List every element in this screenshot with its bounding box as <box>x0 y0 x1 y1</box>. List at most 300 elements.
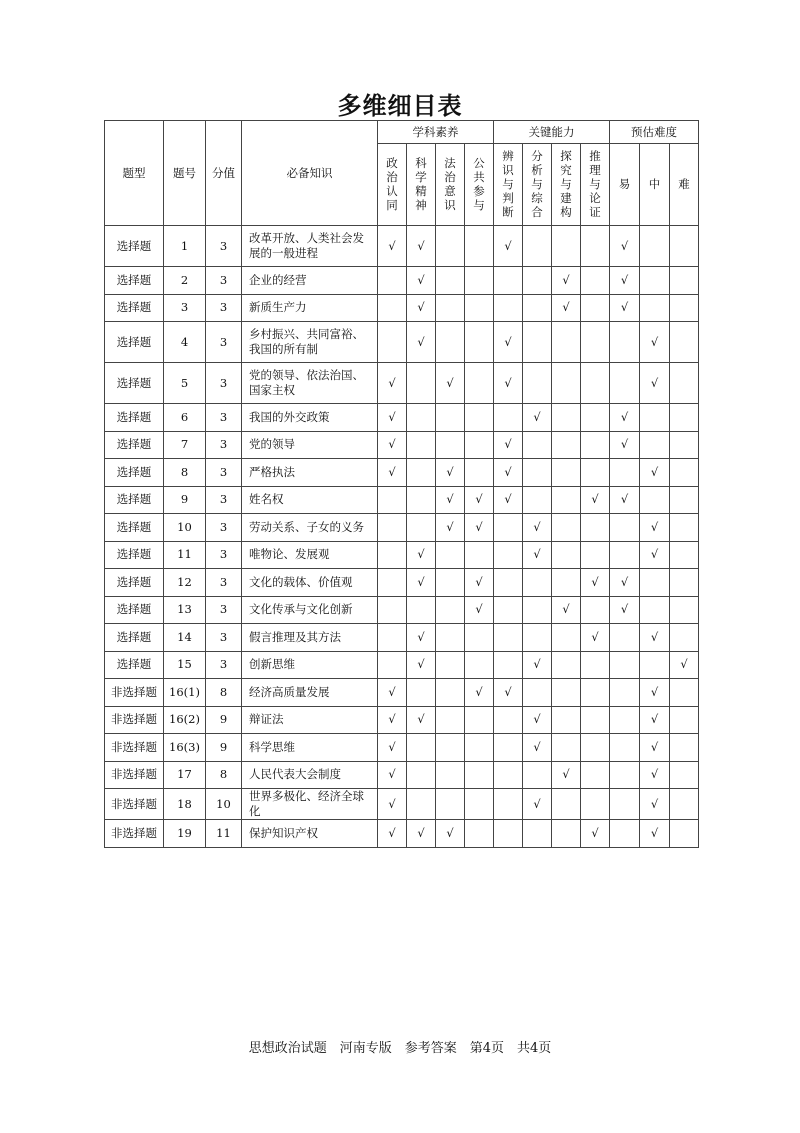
cell-check-3 <box>436 706 465 734</box>
cell-check-1 <box>378 322 407 363</box>
cell-score: 3 <box>206 322 242 363</box>
table-row <box>105 294 699 322</box>
cell-number: 16(2) <box>164 706 206 734</box>
cell-check-9 <box>610 734 640 762</box>
cell-check-8 <box>581 734 610 762</box>
cell-score: 3 <box>206 459 242 487</box>
cell-check-5 <box>494 541 523 569</box>
table-row <box>105 789 699 820</box>
cell-check-4 <box>465 226 494 267</box>
cell-score: 3 <box>206 541 242 569</box>
check-mark-icon: √ <box>475 574 483 589</box>
cell-type: 选择题 <box>105 322 164 363</box>
cell-check-10 <box>640 820 670 848</box>
cell-score: 3 <box>206 363 242 404</box>
table-row <box>105 679 699 707</box>
cell-score: 3 <box>206 404 242 432</box>
cell-knowledge: 党的领导、依法治国、国家主权 <box>242 363 378 404</box>
cell-knowledge: 唯物论、发展观 <box>242 541 378 569</box>
check-mark-icon: √ <box>562 602 570 617</box>
cell-check-10 <box>640 679 670 707</box>
specification-table <box>104 120 699 848</box>
cell-number: 17 <box>164 761 206 789</box>
cell-check-4 <box>465 322 494 363</box>
cell-type: 非选择题 <box>105 761 164 789</box>
cell-check-8 <box>581 569 610 597</box>
header-difficulty-medium: 中 <box>640 144 670 226</box>
check-mark-icon: √ <box>446 519 454 534</box>
check-mark-icon: √ <box>475 602 483 617</box>
cell-check-3 <box>436 569 465 597</box>
cell-check-6 <box>523 651 552 679</box>
cell-check-11 <box>670 541 699 569</box>
table-row <box>105 431 699 459</box>
cell-check-3 <box>436 679 465 707</box>
cell-check-2 <box>407 624 436 652</box>
cell-check-8 <box>581 226 610 267</box>
cell-check-9 <box>610 541 640 569</box>
page-footer: 思想政治试题 河南专版 参考答案 第4页 共4页 <box>248 1041 552 1056</box>
check-mark-icon: √ <box>417 300 425 315</box>
cell-number: 5 <box>164 363 206 404</box>
cell-check-9 <box>610 820 640 848</box>
check-mark-icon: √ <box>620 238 629 253</box>
cell-check-10 <box>640 651 670 679</box>
cell-check-9 <box>610 363 640 404</box>
table-row <box>105 486 699 514</box>
cell-check-5 <box>494 486 523 514</box>
header-knowledge: 必备知识 <box>242 121 378 226</box>
check-mark-icon: √ <box>475 684 483 699</box>
check-mark-icon: √ <box>446 464 454 479</box>
check-mark-icon: √ <box>475 492 483 507</box>
check-mark-icon: √ <box>650 825 659 840</box>
cell-check-7 <box>552 322 581 363</box>
cell-score: 3 <box>206 596 242 624</box>
cell-check-7 <box>552 431 581 459</box>
cell-check-5 <box>494 459 523 487</box>
page-title: 多维细目表 <box>337 92 463 120</box>
cell-check-6 <box>523 761 552 789</box>
cell-number: 12 <box>164 569 206 597</box>
cell-check-10 <box>640 761 670 789</box>
cell-check-1 <box>378 226 407 267</box>
cell-check-1 <box>378 514 407 542</box>
header-ability-2: 分析与综合 <box>523 144 552 226</box>
cell-check-10 <box>640 789 670 820</box>
cell-type: 选择题 <box>105 651 164 679</box>
check-mark-icon: √ <box>504 437 512 452</box>
table-row <box>105 734 699 762</box>
check-mark-icon: √ <box>388 409 396 424</box>
cell-check-2 <box>407 404 436 432</box>
cell-check-6 <box>523 734 552 762</box>
check-mark-icon: √ <box>591 825 599 840</box>
cell-check-8 <box>581 596 610 624</box>
cell-score: 3 <box>206 624 242 652</box>
cell-check-7 <box>552 226 581 267</box>
header-ability-4: 推理与论证 <box>581 144 610 226</box>
check-mark-icon: √ <box>446 825 454 840</box>
cell-check-6 <box>523 431 552 459</box>
cell-check-7 <box>552 569 581 597</box>
cell-check-11 <box>670 404 699 432</box>
cell-check-1 <box>378 820 407 848</box>
table-row <box>105 651 699 679</box>
cell-check-8 <box>581 459 610 487</box>
cell-score: 3 <box>206 267 242 295</box>
check-mark-icon: √ <box>417 657 425 672</box>
check-mark-icon: √ <box>533 409 541 424</box>
cell-score: 8 <box>206 761 242 789</box>
cell-type: 选择题 <box>105 569 164 597</box>
cell-check-7 <box>552 624 581 652</box>
cell-check-6 <box>523 363 552 404</box>
cell-check-9 <box>610 514 640 542</box>
cell-check-2 <box>407 226 436 267</box>
cell-check-11 <box>670 789 699 820</box>
cell-number: 6 <box>164 404 206 432</box>
cell-check-3 <box>436 651 465 679</box>
cell-check-2 <box>407 431 436 459</box>
cell-check-3 <box>436 624 465 652</box>
cell-check-11 <box>670 486 699 514</box>
table-row <box>105 322 699 363</box>
header-literacy-4: 公共参与 <box>465 144 494 226</box>
cell-check-5 <box>494 789 523 820</box>
cell-check-5 <box>494 624 523 652</box>
cell-check-1 <box>378 431 407 459</box>
cell-score: 3 <box>206 569 242 597</box>
check-mark-icon: √ <box>417 825 425 840</box>
cell-check-9 <box>610 706 640 734</box>
cell-check-3 <box>436 267 465 295</box>
table-body <box>105 226 699 848</box>
cell-number: 10 <box>164 514 206 542</box>
cell-knowledge: 企业的经营 <box>242 267 378 295</box>
cell-check-10 <box>640 596 670 624</box>
cell-number: 7 <box>164 431 206 459</box>
cell-check-10 <box>640 226 670 267</box>
cell-number: 15 <box>164 651 206 679</box>
cell-check-11 <box>670 431 699 459</box>
cell-check-8 <box>581 651 610 679</box>
cell-check-10 <box>640 624 670 652</box>
cell-number: 16(1) <box>164 679 206 707</box>
cell-check-4 <box>465 624 494 652</box>
cell-check-5 <box>494 363 523 404</box>
check-mark-icon: √ <box>533 739 541 754</box>
check-mark-icon: √ <box>388 464 396 479</box>
cell-check-4 <box>465 789 494 820</box>
cell-check-8 <box>581 322 610 363</box>
cell-check-11 <box>670 267 699 295</box>
cell-check-2 <box>407 820 436 848</box>
cell-number: 13 <box>164 596 206 624</box>
check-mark-icon: √ <box>562 767 570 782</box>
header-literacy-2: 科学精神 <box>407 144 436 226</box>
check-mark-icon: √ <box>533 712 541 727</box>
cell-check-1 <box>378 596 407 624</box>
cell-number: 1 <box>164 226 206 267</box>
cell-type: 选择题 <box>105 267 164 295</box>
check-mark-icon: √ <box>417 334 425 349</box>
cell-check-9 <box>610 624 640 652</box>
header-group-ability: 关键能力 <box>494 121 610 144</box>
cell-check-3 <box>436 820 465 848</box>
cell-check-2 <box>407 679 436 707</box>
cell-check-4 <box>465 486 494 514</box>
cell-check-3 <box>436 322 465 363</box>
cell-type: 非选择题 <box>105 679 164 707</box>
cell-check-5 <box>494 431 523 459</box>
cell-check-3 <box>436 431 465 459</box>
cell-check-7 <box>552 706 581 734</box>
cell-check-4 <box>465 679 494 707</box>
cell-check-10 <box>640 267 670 295</box>
check-mark-icon: √ <box>475 519 483 534</box>
cell-check-5 <box>494 514 523 542</box>
cell-check-11 <box>670 226 699 267</box>
cell-check-11 <box>670 459 699 487</box>
cell-score: 3 <box>206 651 242 679</box>
cell-check-5 <box>494 651 523 679</box>
check-mark-icon: √ <box>562 272 570 287</box>
table-row <box>105 459 699 487</box>
header-difficulty-easy: 易 <box>610 144 640 226</box>
cell-check-11 <box>670 294 699 322</box>
cell-check-4 <box>465 363 494 404</box>
header-group-literacy: 学科素养 <box>378 121 494 144</box>
cell-check-7 <box>552 789 581 820</box>
table-row <box>105 514 699 542</box>
cell-score: 3 <box>206 431 242 459</box>
check-mark-icon: √ <box>620 437 629 452</box>
check-mark-icon: √ <box>650 547 659 562</box>
cell-knowledge: 世界多极化、经济全球化 <box>242 789 378 820</box>
cell-knowledge: 创新思维 <box>242 651 378 679</box>
cell-check-3 <box>436 734 465 762</box>
cell-check-10 <box>640 486 670 514</box>
cell-check-8 <box>581 789 610 820</box>
header-literacy-1: 政治认同 <box>378 144 407 226</box>
cell-check-11 <box>670 569 699 597</box>
check-mark-icon: √ <box>650 629 659 644</box>
cell-check-8 <box>581 514 610 542</box>
cell-check-5 <box>494 820 523 848</box>
check-mark-icon: √ <box>417 629 425 644</box>
check-mark-icon: √ <box>417 272 425 287</box>
check-mark-icon: √ <box>388 238 396 253</box>
cell-number: 4 <box>164 322 206 363</box>
check-mark-icon: √ <box>446 375 454 390</box>
header-literacy-3: 法治意识 <box>436 144 465 226</box>
cell-score: 8 <box>206 679 242 707</box>
cell-check-5 <box>494 706 523 734</box>
cell-knowledge: 保护知识产权 <box>242 820 378 848</box>
cell-check-6 <box>523 541 552 569</box>
cell-knowledge: 乡村振兴、共同富裕、我国的所有制 <box>242 322 378 363</box>
cell-knowledge: 改革开放、人类社会发展的一般进程 <box>242 226 378 267</box>
cell-check-8 <box>581 363 610 404</box>
cell-check-2 <box>407 294 436 322</box>
check-mark-icon: √ <box>620 574 629 589</box>
cell-type: 非选择题 <box>105 734 164 762</box>
cell-check-7 <box>552 363 581 404</box>
cell-check-11 <box>670 734 699 762</box>
cell-check-4 <box>465 761 494 789</box>
check-mark-icon: √ <box>388 437 396 452</box>
cell-check-7 <box>552 761 581 789</box>
cell-check-5 <box>494 596 523 624</box>
cell-check-7 <box>552 541 581 569</box>
cell-check-9 <box>610 789 640 820</box>
cell-knowledge: 人民代表大会制度 <box>242 761 378 789</box>
cell-check-3 <box>436 404 465 432</box>
cell-check-11 <box>670 514 699 542</box>
cell-type: 选择题 <box>105 514 164 542</box>
header-difficulty-hard: 难 <box>670 144 699 226</box>
cell-type: 选择题 <box>105 431 164 459</box>
cell-check-1 <box>378 541 407 569</box>
check-mark-icon: √ <box>504 334 512 349</box>
cell-score: 3 <box>206 486 242 514</box>
cell-type: 选择题 <box>105 363 164 404</box>
cell-check-4 <box>465 820 494 848</box>
cell-check-9 <box>610 294 640 322</box>
cell-check-2 <box>407 734 436 762</box>
check-mark-icon: √ <box>504 492 512 507</box>
cell-knowledge: 经济高质量发展 <box>242 679 378 707</box>
cell-check-5 <box>494 322 523 363</box>
cell-check-1 <box>378 624 407 652</box>
cell-check-1 <box>378 761 407 789</box>
check-mark-icon: √ <box>650 464 659 479</box>
check-mark-icon: √ <box>504 375 512 390</box>
header-type: 题型 <box>105 121 164 226</box>
cell-check-1 <box>378 706 407 734</box>
cell-check-3 <box>436 226 465 267</box>
cell-type: 选择题 <box>105 596 164 624</box>
table-row <box>105 226 699 267</box>
cell-check-2 <box>407 267 436 295</box>
cell-check-2 <box>407 596 436 624</box>
cell-check-2 <box>407 651 436 679</box>
cell-check-9 <box>610 596 640 624</box>
cell-check-2 <box>407 514 436 542</box>
check-mark-icon: √ <box>533 657 541 672</box>
cell-check-4 <box>465 404 494 432</box>
cell-check-5 <box>494 679 523 707</box>
cell-check-1 <box>378 459 407 487</box>
cell-check-11 <box>670 624 699 652</box>
cell-number: 11 <box>164 541 206 569</box>
cell-check-11 <box>670 651 699 679</box>
cell-check-9 <box>610 569 640 597</box>
cell-check-3 <box>436 596 465 624</box>
cell-check-3 <box>436 761 465 789</box>
cell-check-6 <box>523 624 552 652</box>
cell-knowledge: 姓名权 <box>242 486 378 514</box>
cell-check-7 <box>552 404 581 432</box>
cell-check-8 <box>581 679 610 707</box>
check-mark-icon: √ <box>650 684 659 699</box>
table-row <box>105 706 699 734</box>
cell-check-7 <box>552 820 581 848</box>
table-row <box>105 363 699 404</box>
cell-check-8 <box>581 404 610 432</box>
cell-check-4 <box>465 596 494 624</box>
cell-check-2 <box>407 706 436 734</box>
cell-type: 非选择题 <box>105 706 164 734</box>
check-mark-icon: √ <box>504 464 512 479</box>
check-mark-icon: √ <box>680 657 688 672</box>
check-mark-icon: √ <box>388 375 396 390</box>
check-mark-icon: √ <box>620 272 629 287</box>
cell-score: 9 <box>206 706 242 734</box>
check-mark-icon: √ <box>591 629 599 644</box>
check-mark-icon: √ <box>650 796 659 811</box>
cell-check-10 <box>640 459 670 487</box>
cell-knowledge: 党的领导 <box>242 431 378 459</box>
table-row <box>105 624 699 652</box>
cell-check-6 <box>523 820 552 848</box>
cell-check-2 <box>407 459 436 487</box>
cell-knowledge: 严格执法 <box>242 459 378 487</box>
cell-check-8 <box>581 541 610 569</box>
cell-check-7 <box>552 734 581 762</box>
cell-number: 16(3) <box>164 734 206 762</box>
cell-check-2 <box>407 761 436 789</box>
table-row <box>105 541 699 569</box>
cell-score: 9 <box>206 734 242 762</box>
cell-check-6 <box>523 596 552 624</box>
check-mark-icon: √ <box>446 492 454 507</box>
cell-check-5 <box>494 569 523 597</box>
cell-check-5 <box>494 226 523 267</box>
cell-check-1 <box>378 363 407 404</box>
table-row <box>105 761 699 789</box>
cell-check-4 <box>465 569 494 597</box>
cell-check-8 <box>581 820 610 848</box>
cell-check-9 <box>610 651 640 679</box>
cell-knowledge: 劳动关系、子女的义务 <box>242 514 378 542</box>
cell-number: 9 <box>164 486 206 514</box>
cell-check-2 <box>407 486 436 514</box>
cell-check-9 <box>610 404 640 432</box>
cell-check-5 <box>494 761 523 789</box>
cell-check-6 <box>523 679 552 707</box>
cell-check-11 <box>670 596 699 624</box>
cell-number: 19 <box>164 820 206 848</box>
check-mark-icon: √ <box>620 602 629 617</box>
cell-check-7 <box>552 679 581 707</box>
cell-check-10 <box>640 294 670 322</box>
cell-type: 非选择题 <box>105 820 164 848</box>
cell-check-2 <box>407 541 436 569</box>
header-score: 分值 <box>206 121 242 226</box>
cell-check-6 <box>523 569 552 597</box>
table-row <box>105 267 699 295</box>
cell-score: 3 <box>206 294 242 322</box>
check-mark-icon: √ <box>620 409 629 424</box>
cell-check-1 <box>378 294 407 322</box>
cell-check-7 <box>552 294 581 322</box>
cell-number: 14 <box>164 624 206 652</box>
cell-check-3 <box>436 541 465 569</box>
cell-check-10 <box>640 431 670 459</box>
cell-check-1 <box>378 404 407 432</box>
